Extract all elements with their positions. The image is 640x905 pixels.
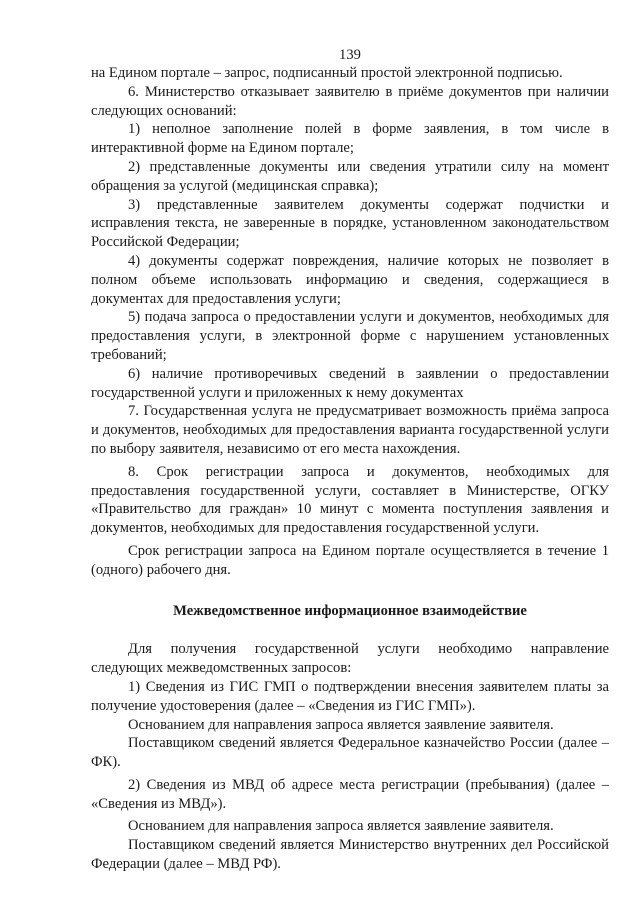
paragraph-basis-2: Основанием для направления запроса является заявление заявителя. xyxy=(128,818,554,835)
paragraph-basis-1: Основанием для направления запроса является заявление заявителя. xyxy=(128,716,554,733)
paragraph-clause-8: 8. Срок регистрации запроса и документов, необходимых для предоставления государственной услуги, составляет в Министерстве, ОГКУ «Правительство для граждан» 10 минут с момента поступления заявления и документов, необходимых для предоставления государственной услуги. xyxy=(91,463,609,537)
paragraph-supplier-1: Поставщиком сведений является Федеральное казначейство России (далее – ФК). xyxy=(91,735,609,771)
paragraph-clause-7: 7. Государственная услуга не предусматривает возможность приёма запроса и документов, необходимых для предоставления варианта государственной услуги по выбору заявителя, независимо от его места нахождения. xyxy=(91,403,609,457)
list-item-request-2: 2) Сведения из МВД об адресе места регистрации (пребывания) (далее – «Сведения из МВД»). xyxy=(91,776,609,812)
list-item-ground-4: 4) документы содержат повреждения, наличие которых не позволяет в полном объеме использовать информацию и сведения, содержащиеся в документах для предоставления услуги; xyxy=(91,252,609,307)
paragraph-continuation: на Едином портале – запрос, подписанный простой электронной подписью. xyxy=(91,65,563,81)
list-item-ground-3: 3) представленные заявителем документы содержат подчистки и исправления текста, не заверенные в порядке, установленном законодательством Российской Федерации; xyxy=(91,196,609,251)
paragraph-supplier-2: Поставщиком сведений является Министерство внутренних дел Российской Федерации (далее – МВД РФ). xyxy=(91,837,609,873)
section-heading: Межведомственное информационное взаимодействие xyxy=(173,602,527,619)
list-item-ground-2: 2) представленные документы или сведения утратили силу на момент обращения за услугой (медицинская справка); xyxy=(91,158,609,194)
list-item-request-1: 1) Сведения из ГИС ГМП о подтверждении внесения заявителем платы за получение удостоверения (далее – «Сведения из ГИС ГМП»). xyxy=(91,678,609,714)
paragraph-interagency-intro: Для получения государственной услуги необходимо направление следующих межведомственных запросов: xyxy=(91,641,609,677)
list-item-ground-6: 6) наличие противоречивых сведений в заявлении о предоставлении государственной услуги и приложенных к нему документах xyxy=(91,365,609,401)
list-item-ground-5: 5) подача запроса о предоставлении услуги и документов, необходимых для предоставления услуги, в электронной форме с нарушением установленных требований; xyxy=(91,309,609,363)
paragraph-refusal-grounds: 6. Министерство отказывает заявителю в приёме документов при наличии следующих оснований: xyxy=(91,83,609,119)
document-body xyxy=(91,64,609,874)
paragraph-registration-term: Срок регистрации запроса на Едином портале осуществляется в течение 1 (одного) рабочего дня. xyxy=(91,542,609,578)
list-item-ground-1: 1) неполное заполнение полей в форме заявления, в том числе в интерактивной форме на Едином портале; xyxy=(91,121,609,157)
page-number: 139 xyxy=(339,47,361,63)
